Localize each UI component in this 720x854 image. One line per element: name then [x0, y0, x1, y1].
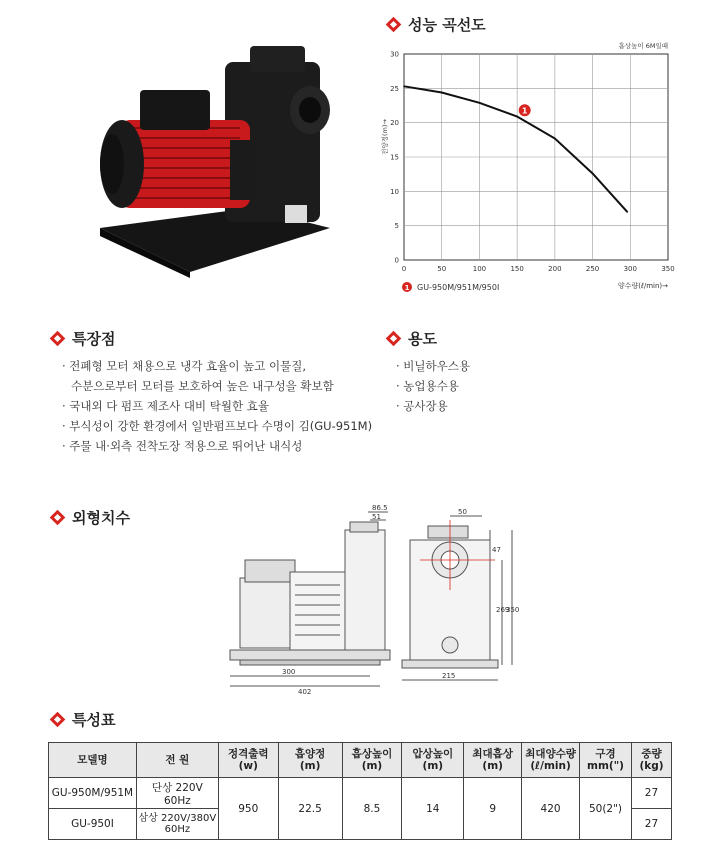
diamond-bullet-icon: [50, 510, 66, 526]
curve-point: [479, 102, 481, 104]
feature-item: · 국내외 다 펌프 제조사 대비 탁월한 효율: [62, 399, 269, 413]
x-axis-label: 양수량(ℓ/min)→: [617, 282, 668, 290]
dim-215: 215: [442, 672, 456, 680]
feature-item: 수분으로부터 모터를 보호하여 높은 내구성을 확보함: [71, 379, 334, 393]
y-tick-label: 10: [390, 187, 399, 196]
output-cell: 950: [218, 778, 278, 840]
pump-photo: [90, 40, 340, 280]
curve-point: [554, 138, 556, 140]
x-tick-label: 50: [437, 265, 447, 273]
bore-cell: 50(2"): [580, 778, 632, 840]
curve-point: [441, 92, 443, 94]
y-tick-label: 20: [390, 119, 399, 128]
usage-item: · 공사장용: [396, 399, 448, 413]
features-title-text: 특장점: [72, 330, 116, 348]
performance-chart: [376, 30, 696, 300]
x-tick-label: 350: [661, 265, 675, 273]
specs-title: [52, 709, 115, 730]
discharge-cell: 14: [402, 778, 464, 840]
usage-list: [396, 356, 470, 416]
dim-47: 47: [492, 546, 501, 554]
col-header: 최대흡상 (m): [464, 743, 522, 778]
col-header: 구경 mm("): [580, 743, 632, 778]
dimensions-title: [52, 507, 130, 528]
curve-point: [626, 211, 628, 213]
power-cell: 단상 220V 60Hz: [136, 778, 218, 809]
col-header: 최대양수량 (ℓ/min): [522, 743, 580, 778]
usage-item: · 비닐하우스용: [396, 359, 470, 373]
col-header: 모델명: [49, 743, 137, 778]
diamond-bullet-icon: [50, 331, 66, 347]
y-tick-label: 5: [394, 222, 399, 231]
dim-51: 51: [372, 513, 381, 521]
x-tick-label: 300: [623, 265, 637, 273]
model-cell: GU-950M/951M: [49, 778, 137, 809]
weight-cell: 27: [631, 809, 671, 840]
feature-item: · 주물 내·외측 전착도장 적용으로 뛰어난 내식성: [62, 439, 303, 453]
dim-402: 402: [298, 688, 312, 696]
legend-marker-label: 1: [404, 284, 410, 292]
performance-curve-line: [404, 86, 627, 212]
col-header: 중량 (kg): [631, 743, 671, 778]
power-cell: 삼상 220V/380V 60Hz: [136, 809, 218, 840]
dim-269: 269: [496, 606, 510, 614]
max-flow-cell: 420: [522, 778, 580, 840]
feature-item: · 부식성이 강한 환경에서 일반펌프보다 수명이 김(GU-951M): [62, 419, 373, 433]
y-tick-label: 0: [394, 256, 399, 265]
col-header: 압상높이 (m): [402, 743, 464, 778]
weight-cell: 27: [631, 778, 671, 809]
y-tick-label: 25: [390, 84, 399, 93]
x-tick-label: 0: [401, 265, 407, 273]
x-tick-label: 250: [585, 265, 600, 273]
legend-label: GU-950M/951M/950Ⅰ: [417, 283, 500, 292]
chart-note: 흡상높이 6M일때: [618, 42, 668, 50]
features-list: [62, 356, 372, 456]
spec-table: [48, 742, 672, 840]
curve-point: [516, 116, 518, 118]
curve-point: [592, 173, 594, 175]
usage-title: [388, 328, 437, 349]
dim-300: 300: [282, 668, 296, 676]
diamond-bullet-icon: [386, 331, 402, 347]
table-row: [49, 778, 672, 809]
features-title: [52, 328, 115, 349]
feature-item: · 전폐형 모터 채용으로 냉각 효율이 높고 이물질,: [62, 359, 306, 373]
usage-item: · 농업용수용: [396, 379, 459, 393]
y-axis-label: 전양정(m)→: [381, 119, 389, 155]
specs-title-text: 특성표: [72, 711, 116, 729]
x-tick-label: 150: [510, 265, 524, 273]
col-header: 전 원: [136, 743, 218, 778]
x-tick-label: 200: [548, 265, 562, 273]
model-cell: GU-950Ⅰ: [49, 809, 137, 840]
performance-title-text: 성능 곡선도: [408, 16, 486, 34]
y-tick-label: 15: [390, 153, 399, 162]
suction-cell: 8.5: [342, 778, 402, 840]
max-suction-cell: 9: [464, 778, 522, 840]
dimensions-title-text: 외형치수: [72, 509, 130, 527]
dim-86-5: 86.5: [372, 504, 388, 512]
x-tick-label: 100: [472, 265, 487, 273]
dim-350: 350: [506, 606, 520, 614]
head-cell: 22.5: [278, 778, 342, 840]
dim-50: 50: [458, 508, 467, 516]
dimension-drawing: [220, 500, 520, 700]
usage-title-text: 용도: [408, 330, 437, 348]
col-header: 흡상높이 (m): [342, 743, 402, 778]
col-header: 정격출력 (w): [218, 743, 278, 778]
curve-marker-label: 1: [521, 106, 528, 116]
table-header-row: [49, 743, 672, 778]
curve-point: [403, 85, 405, 87]
y-tick-label: 30: [390, 50, 399, 59]
col-header: 흡양정 (m): [278, 743, 342, 778]
diamond-bullet-icon: [50, 712, 66, 728]
